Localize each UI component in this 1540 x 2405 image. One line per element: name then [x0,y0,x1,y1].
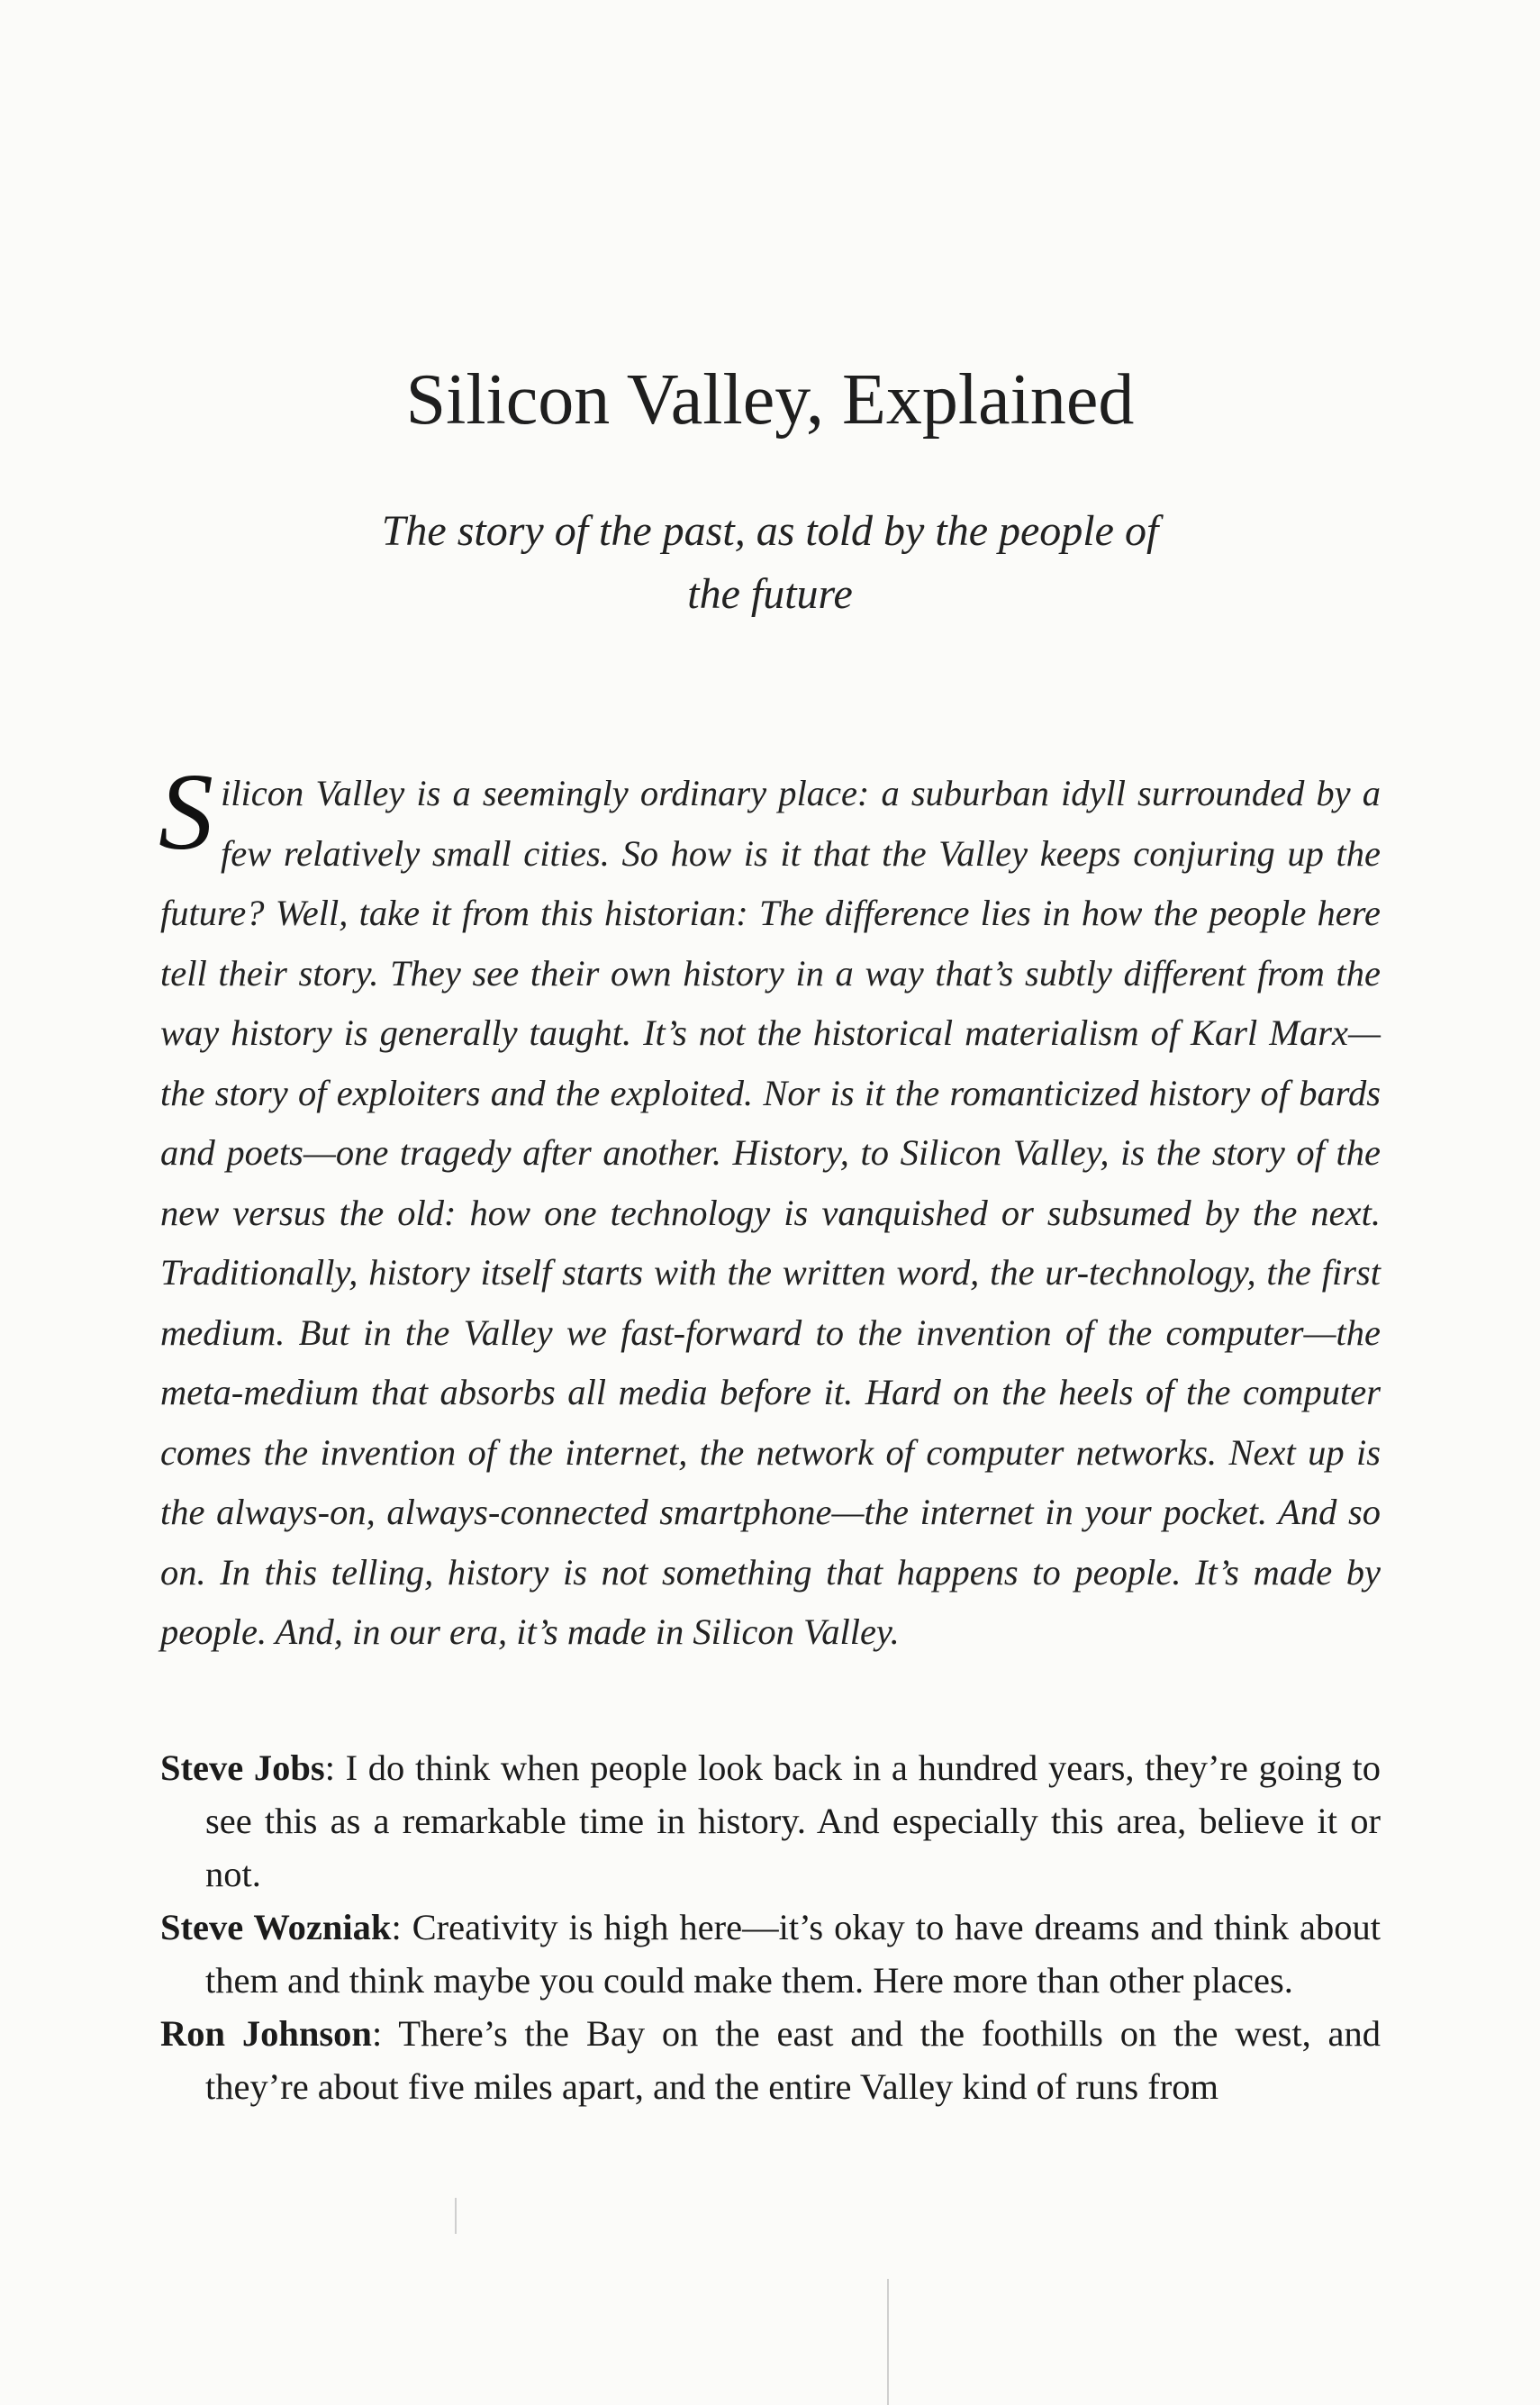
intro-text: ilicon Valley is a seemingly ordinary place: a suburban idyll surrounded by a few relatively small cities. So how is it that the Valley keeps conjuring up the future? Well, take it from this historian: The difference lies in how the people here tell their story. They see their own history in a way that’s subtly different from the way history is generally taught. It’s not the historical materialism of Karl Marx—the story of exploiters and the exploited. Nor is it the romanticized history of bards and poets—one tragedy after another. History, to Silicon Valley, is the story of the new versus the old: how one technology is vanquished or subsumed by the next. Traditionally, history itself starts with the written word, the ur-technology, the first medium. But in the Valley we fast-forward to the invention of the computer—the meta-medium that absorbs all media before it. Hard on the heels of the computer comes the invention of the internet, the network of computer networks. Next up is the always-on, always-connected smartphone—the internet in your pocket. And so on. In this telling, history is not something that happens to people. It’s made by people. And, in our era, it’s made in Silicon Valley. [160,773,1381,1652]
speaker-separator: : [324,1747,335,1788]
quote-text: I do think when people look back in a hundred years, they’re going to see this as a remarkable time in history. And especially this area, believe it or not. [205,1747,1381,1894]
quote-text: Creativity is high here—it’s okay to have dreams and think about them and think maybe you could make them. Here more than other places. [205,1907,1381,2001]
quote-steve-wozniak [160,1901,1381,2007]
speaker-separator: : [391,1907,402,1947]
scan-artifact [455,2198,457,2234]
quote-ron-johnson [160,2007,1381,2113]
speaker-name: Ron Johnson [160,2013,372,2054]
quote-list [160,1741,1381,2113]
scan-artifact [887,2279,889,2405]
drop-cap: S [159,751,213,873]
chapter-title: Silicon Valley, Explained [405,360,1135,440]
speaker-name: Steve Wozniak [160,1907,392,1947]
speaker-name: Steve Jobs [160,1747,325,1788]
speaker-separator: : [371,2013,383,2054]
chapter-subtitle: The story of the past, as told by the people of the future [381,507,1159,618]
quote-steve-jobs [160,1741,1381,1901]
intro-paragraph [159,751,1381,1663]
quote-text: There’s the Bay on the east and the foothills on the west, and they’re about five miles apart, and the entire Valley kind of runs from [205,2013,1381,2107]
